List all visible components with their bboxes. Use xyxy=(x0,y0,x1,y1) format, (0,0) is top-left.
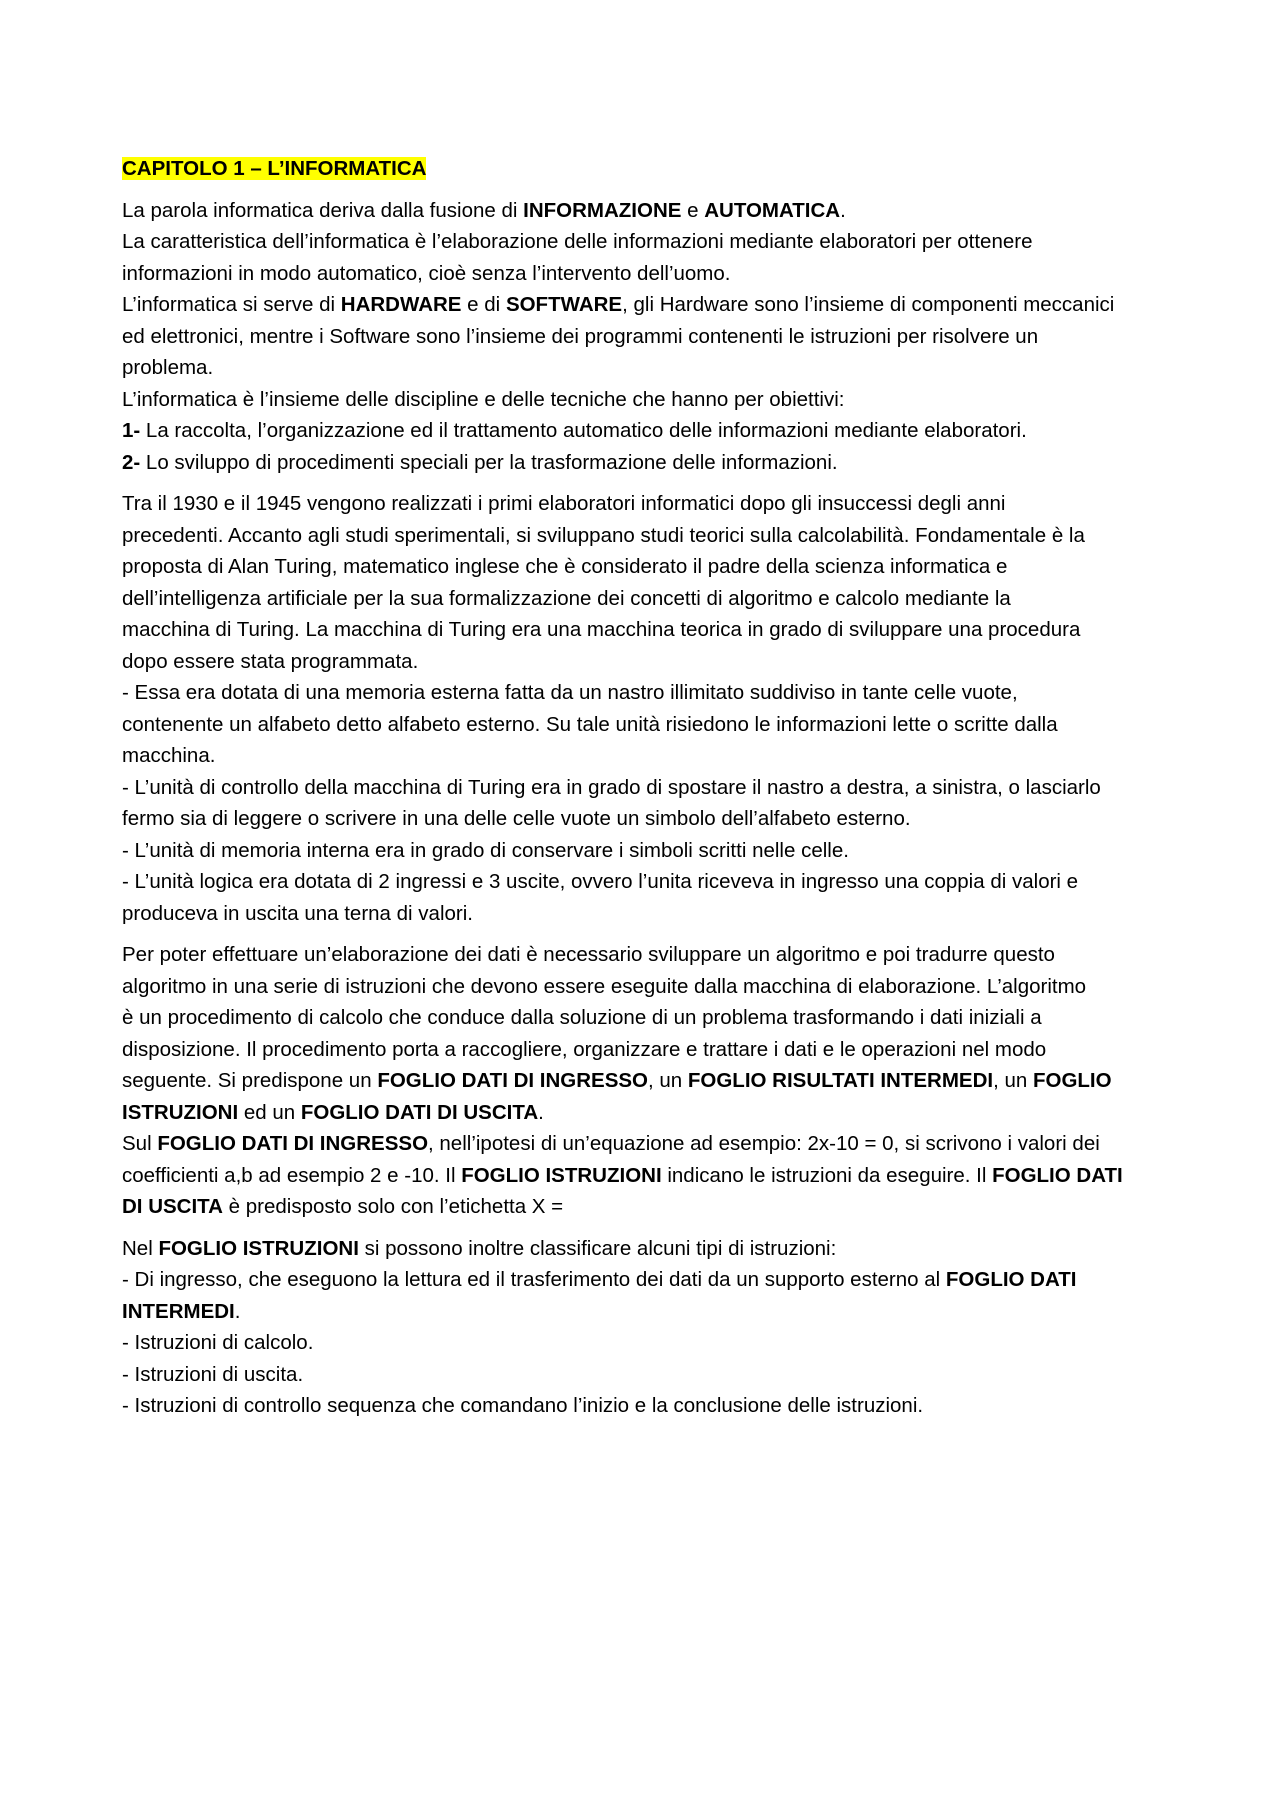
text-line: ISTRUZIONI ed un FOGLIO DATI DI USCITA. xyxy=(122,1100,544,1124)
text-line: fermo sia di leggere o scrivere in una delle celle vuote un simbolo dell’alfabeto esterno. xyxy=(122,807,911,830)
chapter-title xyxy=(122,153,1172,185)
list-item: 1- La raccolta, l’organizzazione ed il trattamento automatico delle informazioni mediante elaboratori. xyxy=(122,419,1027,442)
text-line: Nel FOGLIO ISTRUZIONI si possono inoltre classificare alcuni tipi di istruzioni: xyxy=(122,1236,837,1260)
text-line: informazioni in modo automatico, cioè senza l’intervento dell’uomo. xyxy=(122,261,731,285)
text-line: L’informatica è l’insieme delle discipline e delle tecniche che hanno per obiettivi: xyxy=(122,387,845,411)
list-item: 2- Lo sviluppo di procedimenti speciali per la trasformazione delle informazioni. xyxy=(122,450,838,474)
text-line: coefficienti a,b ad esempio 2 e -10. Il FOGLIO ISTRUZIONI indicano le istruzioni da eseguire. Il FOGLIO DATI xyxy=(122,1163,1123,1187)
text-line: Sul FOGLIO DATI DI INGRESSO, nell’ipotesi di un’equazione ad esempio: 2x-10 = 0, si scrivono i valori dei xyxy=(122,1132,1100,1155)
text-line: macchina. xyxy=(122,744,216,767)
document-page xyxy=(122,153,1172,1432)
text-line: produceva in uscita una terna di valori. xyxy=(122,901,473,925)
text-line: precedenti. Accanto agli studi sperimentali, si sviluppano studi teorici sulla calcolabilità. Fondamentale è la xyxy=(122,523,1085,547)
text-line: seguente. Si predispone un FOGLIO DATI DI INGRESSO, un FOGLIO RISULTATI INTERMEDI, un FOGLIO xyxy=(122,1069,1112,1092)
list-item: - Istruzioni di uscita. xyxy=(122,1362,304,1386)
text-line: dopo essere stata programmata. xyxy=(122,649,419,673)
text-line: dell’intelligenza artificiale per la sua formalizzazione dei concetti di algoritmo e calcolo mediante la xyxy=(122,586,1011,610)
paragraph-istruzioni xyxy=(122,1233,1172,1422)
text-line: è un procedimento di calcolo che conduce dalla soluzione di un problema trasformando i dati iniziali a xyxy=(122,1006,1042,1029)
text-line: algoritmo in una serie di istruzioni che devono essere eseguite dalla macchina di elaborazione. L’algoritmo xyxy=(122,974,1087,998)
list-item: - Istruzioni di controllo sequenza che comandano l’inizio e la conclusione delle istruzioni. xyxy=(122,1394,924,1417)
text-line: Tra il 1930 e il 1945 vengono realizzati i primi elaboratori informatici dopo gli insuccessi degli anni xyxy=(122,492,1006,515)
text-line: La caratteristica dell’informatica è l’elaborazione delle informazioni mediante elaboratori per ottenere xyxy=(122,230,1033,253)
text-line: - L’unità di controllo della macchina di Turing era in grado di spostare il nastro a destra, a sinistra, o lasciarlo xyxy=(122,775,1101,799)
text-line: L’informatica si serve di HARDWARE e di SOFTWARE, gli Hardware sono l’insieme di componenti meccanici xyxy=(122,293,1115,316)
list-item: - Di ingresso, che eseguono la lettura ed il trasferimento dei dati da un supporto esterno al FOGLIO DATI xyxy=(122,1268,1077,1291)
text-line: Per poter effettuare un’elaborazione dei dati è necessario sviluppare un algoritmo e poi tradurre questo xyxy=(122,943,1055,966)
text-line: proposta di Alan Turing, matematico inglese che è considerato il padre della scienza informatica e xyxy=(122,555,1008,578)
text-line: macchina di Turing. La macchina di Turing era una macchina teorica in grado di sviluppare una procedura xyxy=(122,618,1081,641)
text-line: INTERMEDI. xyxy=(122,1299,241,1323)
text-line: La parola informatica deriva dalla fusione di INFORMAZIONE e AUTOMATICA. xyxy=(122,198,846,222)
text-line: - Essa era dotata di una memoria esterna fatta da un nastro illimitato suddiviso in tante celle vuote, xyxy=(122,681,1018,704)
list-item: - Istruzioni di calcolo. xyxy=(122,1331,314,1354)
text-line: disposizione. Il procedimento porta a raccogliere, organizzare e trattare i dati e le operazioni nel modo xyxy=(122,1037,1047,1061)
text-line: DI USCITA è predisposto solo con l’etichetta X = xyxy=(122,1195,564,1218)
paragraph-turing xyxy=(122,488,1172,929)
chapter-title-text: CAPITOLO 1 – L’INFORMATICA xyxy=(122,157,427,180)
text-line: contenente un alfabeto detto alfabeto esterno. Su tale unità risiedono le informazioni lette o scritte dalla xyxy=(122,712,1058,736)
paragraph-intro xyxy=(122,195,1172,479)
text-line: - L’unità logica era dotata di 2 ingressi e 3 uscite, ovvero l’unita riceveva in ingresso una coppia di valori e xyxy=(122,870,1079,893)
text-line: ed elettronici, mentre i Software sono l’insieme dei programmi contenenti le istruzioni per risolvere un xyxy=(122,324,1039,348)
paragraph-algoritmo xyxy=(122,939,1172,1223)
text-line: problema. xyxy=(122,356,214,379)
text-line: - L’unità di memoria interna era in grado di conservare i simboli scritti nelle celle. xyxy=(122,838,849,862)
